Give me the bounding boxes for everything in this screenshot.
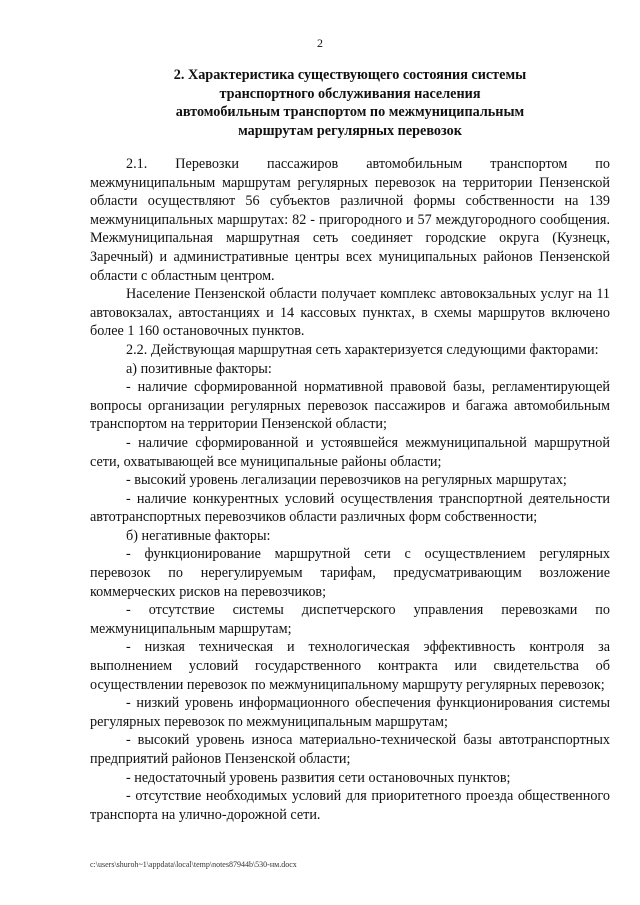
document-body — [90, 155, 610, 824]
list-item: - отсутствие необходимых условий для приоритетного проезда общественного транспорта на улично-дорожной сети. — [90, 788, 610, 823]
list-item: - высокий уровень износа материально-технической базы автотранспортных предприятий районов Пензенской области; — [90, 732, 610, 767]
paragraph-2-2: 2.2. Действующая маршрутная сеть характеризуется следующими факторами: — [126, 341, 599, 358]
file-path-footer: c:\users\shuroh~1\appdata\local\temp\notes87944b\530-нм.docx — [90, 860, 297, 869]
list-item: - недостаточный уровень развития сети остановочных пунктов; — [126, 769, 511, 786]
heading-line: автомобильным транспортом по межмуниципальным — [175, 104, 525, 121]
list-item: - наличие сформированной и устоявшейся межмуниципальной маршрутной сети, охватывающей все муниципальные районы области; — [90, 434, 610, 470]
list-item: - наличие конкурентных условий осуществления транспортной деятельности автотранспортных перевозчиков области различных форм собственности; — [90, 490, 610, 526]
positive-factors-heading: а) позитивные факторы: — [126, 360, 272, 377]
list-item: - отсутствие системы диспетчерского управления перевозками по межмуниципальным маршрутам; — [90, 602, 610, 637]
paragraph-2-1: 2.1. Перевозки пассажиров автомобильным транспортом по межмуниципальным маршрутам регулярных перевозок на территории Пензенской области осуществляют 56 субъектов различной формы собственности на 139 межмуниципальных маршрутах: 82 - пригородного и 57 междугородного сообщения. Межмуниципальная маршрутная сеть соединяет городские округа (Кузнецк, Заречный) и административные центры всех муниципальных районов Пензенской области с областным центром. — [90, 156, 610, 284]
negative-factors-heading: б) негативные факторы: — [126, 527, 271, 544]
paragraph-bus-stations: Население Пензенской области получает комплекс автовокзальных услуг на 11 автовокзалах, автостанциях и 14 кассовых пунктах, в схемы маршрутов включено более 1 160 остановочных пунктов. — [90, 286, 610, 340]
list-item: - низкий уровень информационного обеспечения функционирования системы регулярных перевозок по межмуниципальным маршрутам; — [90, 695, 610, 730]
list-item: - наличие сформированной нормативной правовой базы, регламентирующей вопросы организации регулярных перевозок пассажиров и багажа автомобильным транспортом на территории Пензенской области; — [90, 379, 610, 433]
list-item: - функционирование маршрутной сети с осуществлением регулярных перевозок по нерегулируемым тарифам, предусматривающим возложение коммерческих рисков на перевозчиков; — [90, 546, 610, 600]
heading-line: 2. Характеристика существующего состояния системы — [173, 67, 527, 83]
list-item: - высокий уровень легализации перевозчиков на регулярных маршрутах; — [126, 472, 567, 489]
heading-line: маршрутам регулярных перевозок — [238, 122, 462, 139]
list-item: - низкая техническая и технологическая эффективность контроля за выполнением условий государственного контракта или свидетельства об осуществлении перевозок по межмуниципальному маршруту регулярных перевозок; — [90, 639, 610, 693]
section-heading — [90, 66, 610, 140]
heading-line: транспортного обслуживания населения — [219, 85, 481, 102]
page-number: 2 — [317, 36, 323, 50]
